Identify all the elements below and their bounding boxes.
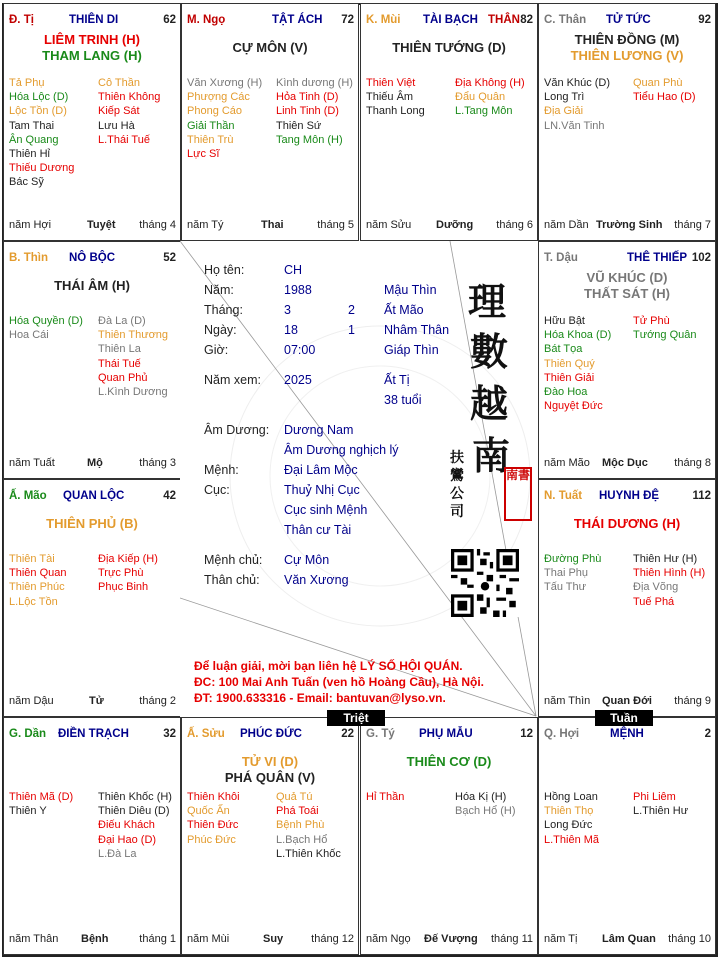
name-label: Họ tên: bbox=[204, 263, 245, 277]
minor-star: Long Trì bbox=[544, 91, 585, 104]
earthly-branch: Đ. Tị bbox=[9, 14, 34, 26]
life-stage: Quan Đới bbox=[602, 695, 652, 707]
minor-stars-right bbox=[633, 790, 688, 818]
main-stars bbox=[539, 32, 715, 64]
earthly-branch: Ấ. Mão bbox=[9, 490, 47, 502]
minor-star: Kình dương (H) bbox=[276, 77, 353, 89]
minor-star: Quan Phù bbox=[633, 77, 683, 89]
palace-name: TỬ TỨC bbox=[606, 14, 651, 26]
menh-value: Đại Lâm Mộc bbox=[284, 463, 358, 477]
minor-star: Điếu Khách bbox=[98, 819, 155, 832]
minor-star: Cô Thần bbox=[98, 77, 140, 89]
palace-footer bbox=[544, 457, 711, 470]
palace-dan[interactable] bbox=[3, 717, 181, 955]
minor-stars-left bbox=[544, 314, 611, 413]
day-canchi: Nhâm Thân bbox=[384, 323, 450, 337]
year-label: năm Dần bbox=[544, 219, 589, 231]
month-canchi: Ất Mão bbox=[384, 303, 424, 317]
minor-star: Thiên Quý bbox=[544, 357, 595, 370]
earthly-branch: G. Dần bbox=[9, 728, 47, 740]
life-stage: Đế Vượng bbox=[424, 933, 478, 945]
minor-star: LN.Văn Tinh bbox=[544, 119, 605, 132]
name-value: CH bbox=[284, 263, 303, 277]
palace-header bbox=[9, 14, 176, 28]
minor-star: Đẩu Quân bbox=[455, 91, 506, 104]
minor-stars-right bbox=[633, 314, 697, 342]
minor-stars-left bbox=[366, 76, 425, 119]
decade-age: 92 bbox=[698, 14, 711, 26]
minor-star: Thái Tuế bbox=[98, 357, 141, 370]
lunar-month: 2 bbox=[348, 303, 355, 317]
main-stars bbox=[4, 32, 180, 64]
lunar-day: 1 bbox=[348, 323, 355, 337]
minor-star: Thai Phụ bbox=[544, 567, 589, 580]
month-label: tháng 10 bbox=[668, 933, 711, 945]
minor-star: Thiên Mã (D) bbox=[9, 791, 74, 803]
contact-line: Để luận giải, mời bạn liên hệ LÝ SỐ HỘI QUÁN. bbox=[194, 659, 463, 673]
palace-header bbox=[544, 252, 711, 266]
decade-age: 22 bbox=[341, 728, 354, 740]
minor-star: Phục Binh bbox=[98, 581, 149, 594]
minor-star: Lộc Tồn (D) bbox=[9, 105, 67, 118]
minor-star: Hữu Bật bbox=[544, 315, 585, 327]
palace-footer bbox=[9, 933, 176, 946]
palace-header bbox=[187, 728, 354, 742]
minor-star: Hóa Kị (H) bbox=[455, 791, 507, 803]
decade-age: 112 bbox=[692, 490, 711, 502]
minor-stars-right bbox=[455, 76, 525, 119]
minor-star: Thiên Thọ bbox=[544, 805, 594, 818]
palace-suu[interactable] bbox=[181, 717, 359, 955]
minor-stars-left bbox=[9, 76, 74, 190]
minor-star: Thiên Hình (H) bbox=[633, 567, 706, 580]
minor-star: L.Kình Dương bbox=[98, 386, 168, 399]
palace-name: THIÊN DI bbox=[69, 14, 119, 26]
year-label: năm Dậu bbox=[9, 695, 54, 707]
main-star: THIÊN CƠ (D) bbox=[406, 754, 492, 769]
main-star: THIÊN PHỦ (B) bbox=[46, 516, 138, 531]
minor-star: Địa Không (H) bbox=[455, 77, 525, 89]
minor-star: Giải Thần bbox=[187, 119, 235, 132]
decade-age: 72 bbox=[341, 14, 354, 26]
year-label: năm Mùi bbox=[187, 933, 230, 945]
view-year-value: 2025 bbox=[284, 373, 312, 387]
year-label: năm Thìn bbox=[544, 695, 591, 707]
palace-footer bbox=[9, 219, 176, 232]
red-seal: 南書 bbox=[504, 467, 532, 521]
view-year-canchi: Ất Tị bbox=[384, 373, 410, 387]
triet-tag: Triệt bbox=[327, 710, 385, 726]
palace-name: THÊ THIẾP bbox=[627, 252, 688, 264]
palace-footer bbox=[544, 933, 711, 946]
main-stars bbox=[182, 754, 358, 786]
life-stage: Tử bbox=[89, 695, 104, 707]
earthly-branch: M. Ngọ bbox=[187, 14, 226, 26]
minor-star: Long Đức bbox=[544, 819, 593, 832]
minor-stars-left bbox=[187, 790, 240, 847]
minor-stars-left bbox=[9, 314, 83, 342]
minor-stars-left bbox=[187, 76, 262, 161]
month-label: tháng 5 bbox=[317, 219, 354, 231]
minor-star: Thiên Việt bbox=[366, 77, 416, 89]
minor-stars-left bbox=[9, 790, 73, 818]
minor-star: Thiên Thương bbox=[98, 329, 169, 342]
minor-star: Đường Phù bbox=[544, 553, 602, 565]
minor-star: Tấu Thư bbox=[544, 581, 587, 594]
minor-star: Hoa Cái bbox=[9, 329, 49, 342]
palace-footer bbox=[544, 219, 711, 232]
minor-star: L.Thiên Hư bbox=[633, 805, 689, 818]
minor-star: Thiên Sứ bbox=[276, 119, 322, 132]
main-star: THẤT SÁT (H) bbox=[584, 286, 670, 301]
minor-star: Hỉ Thần bbox=[366, 791, 405, 803]
minor-star: Thiên Quan bbox=[9, 567, 67, 580]
palace-footer bbox=[9, 695, 176, 708]
view-year-label: Năm xem: bbox=[204, 373, 261, 387]
life-stage: Tuyệt bbox=[87, 219, 116, 231]
solar-day: 18 bbox=[284, 323, 298, 337]
minor-star: Bát Tọa bbox=[544, 343, 583, 356]
day-label: Ngày: bbox=[204, 323, 237, 337]
minor-stars-right bbox=[98, 790, 172, 861]
minor-star: Tuế Phá bbox=[633, 595, 675, 608]
earthly-branch: G. Tý bbox=[366, 728, 395, 740]
year-label: Năm: bbox=[204, 283, 234, 297]
minor-star: L.Tang Môn bbox=[455, 105, 513, 118]
minor-star: Ân Quang bbox=[9, 133, 59, 146]
minor-star: Địa Võng bbox=[633, 581, 679, 594]
year-label: năm Sửu bbox=[366, 219, 412, 231]
minor-star: Lưu Hà bbox=[98, 119, 135, 132]
minor-stars-right bbox=[98, 552, 158, 595]
palace-header bbox=[187, 14, 354, 28]
minor-star: Nguyệt Đức bbox=[544, 400, 603, 413]
minor-star: Thiên Phúc bbox=[9, 581, 65, 594]
minor-star: Trực Phù bbox=[98, 567, 144, 580]
minor-star: Hóa Lộc (D) bbox=[9, 91, 69, 104]
month-label: Tháng: bbox=[204, 303, 243, 317]
main-stars bbox=[361, 40, 537, 56]
minor-star: Phúc Đức bbox=[187, 833, 236, 846]
main-star: THÁI ÂM (H) bbox=[54, 278, 130, 293]
minor-star: Bạch Hổ (H) bbox=[455, 805, 516, 818]
palace-header bbox=[9, 490, 176, 504]
amduong-value: Dương Nam bbox=[284, 423, 354, 437]
main-star: CỰ MÔN (V) bbox=[232, 40, 308, 55]
calligraphy-char: 數 bbox=[470, 329, 509, 374]
thanchu-label: Thân chủ: bbox=[204, 573, 260, 587]
decade-age: 32 bbox=[163, 728, 176, 740]
minor-stars-right bbox=[98, 76, 160, 147]
minor-star: Hóa Quyền (D) bbox=[9, 315, 83, 327]
minor-star: Phi Liêm bbox=[633, 791, 676, 803]
minor-star: Quan Phủ bbox=[98, 371, 148, 384]
minor-stars-right bbox=[276, 76, 353, 147]
minor-star: Hỏa Tinh (D) bbox=[276, 91, 339, 104]
palace-footer bbox=[366, 933, 533, 946]
palace-name: PHỤ MẪU bbox=[419, 728, 473, 740]
life-stage: Bệnh bbox=[81, 933, 109, 945]
palace-mui[interactable] bbox=[360, 3, 538, 241]
year-label: năm Thân bbox=[9, 933, 59, 945]
minor-star: Thiên Không bbox=[98, 91, 161, 104]
palace-ngo[interactable] bbox=[181, 3, 359, 241]
month-label: tháng 8 bbox=[674, 457, 711, 469]
minor-star: Thiên Y bbox=[9, 805, 47, 818]
palace-name: ĐIỀN TRẠCH bbox=[58, 728, 129, 740]
main-stars bbox=[4, 278, 180, 294]
calligraphy-char: 理 bbox=[468, 279, 507, 324]
minor-star: Hồng Loan bbox=[544, 791, 598, 803]
palace-name: HUYNH ĐỆ bbox=[599, 490, 660, 502]
tuan-tag: Tuần bbox=[595, 710, 653, 726]
minor-star: L.Bạch Hổ bbox=[276, 833, 328, 846]
minor-star: L.Thái Tuế bbox=[98, 133, 150, 146]
menhchu-value: Cự Môn bbox=[284, 553, 330, 567]
calligraphy-char: 越 bbox=[470, 381, 509, 426]
side-char: 鸞 bbox=[450, 468, 464, 484]
minor-star: Văn Khúc (D) bbox=[544, 77, 611, 89]
minor-star: Thiếu Âm bbox=[366, 91, 414, 104]
palace-name: QUAN LỘC bbox=[63, 490, 125, 502]
than-marker: THÂN bbox=[488, 14, 520, 26]
main-star: THAM LANG (H) bbox=[42, 48, 142, 63]
palace-hoi[interactable] bbox=[538, 717, 716, 955]
minor-stars-left bbox=[544, 552, 601, 595]
side-char: 公 bbox=[450, 486, 464, 502]
minor-stars-right bbox=[98, 314, 168, 399]
palace-header bbox=[366, 728, 533, 742]
life-stage: Thai bbox=[261, 219, 284, 231]
hour-canchi: Giáp Thìn bbox=[384, 343, 439, 357]
month-label: tháng 1 bbox=[139, 933, 176, 945]
month-label: tháng 12 bbox=[311, 933, 354, 945]
year-label: năm Hợi bbox=[9, 219, 52, 231]
minor-stars-right bbox=[633, 76, 696, 104]
year-value: 1988 bbox=[284, 283, 312, 297]
minor-star: L.Thiên Mã bbox=[544, 833, 600, 846]
minor-star: Thiên Trù bbox=[187, 133, 234, 146]
month-label: tháng 4 bbox=[139, 219, 176, 231]
earthly-branch: Q. Hợi bbox=[544, 728, 580, 740]
minor-star: Lực Sĩ bbox=[187, 148, 220, 161]
palace-dau[interactable] bbox=[538, 241, 716, 479]
earthly-branch: B. Thìn bbox=[9, 252, 48, 264]
palace-header bbox=[9, 252, 176, 266]
minor-star: L.Lộc Tồn bbox=[9, 595, 58, 608]
decade-age: 102 bbox=[691, 252, 711, 264]
minor-stars-left bbox=[544, 76, 610, 133]
decade-age: 2 bbox=[704, 728, 711, 740]
minor-star: Tử Phù bbox=[633, 315, 670, 327]
main-stars bbox=[361, 754, 537, 770]
year-label: năm Tý bbox=[187, 219, 224, 231]
minor-stars-right bbox=[633, 552, 705, 609]
main-star: THIÊN TƯỚNG (D) bbox=[392, 40, 506, 55]
minor-star: Đại Hao (D) bbox=[98, 833, 157, 846]
minor-stars-right bbox=[276, 790, 341, 861]
minor-star: Tang Môn (H) bbox=[276, 133, 343, 146]
amduong-note: Âm Dương nghịch lý bbox=[284, 443, 399, 457]
month-label: tháng 2 bbox=[139, 695, 176, 707]
view-age: 38 tuổi bbox=[384, 393, 422, 407]
main-star: VŨ KHÚC (D) bbox=[586, 270, 668, 285]
main-stars bbox=[182, 40, 358, 56]
decade-age: 42 bbox=[163, 490, 176, 502]
minor-star: Thiên Khôi bbox=[187, 791, 240, 803]
phone-email-line: ĐT: 1900.633316 - Email: bantuvan@lyso.vn. bbox=[194, 691, 446, 705]
palace-footer bbox=[187, 219, 354, 232]
minor-star: Phá Toái bbox=[276, 805, 319, 818]
palace-footer bbox=[9, 457, 176, 470]
cuc-relation: Cục sinh Mệnh bbox=[284, 503, 368, 517]
decade-age: 82 bbox=[520, 14, 533, 26]
minor-star: Bác Sỹ bbox=[9, 176, 44, 189]
month-label: tháng 7 bbox=[674, 219, 711, 231]
minor-star: Tướng Quân bbox=[633, 329, 697, 342]
minor-star: Thiên Khốc (H) bbox=[98, 791, 172, 803]
decade-age: 52 bbox=[163, 252, 176, 264]
decade-age: 62 bbox=[163, 14, 176, 26]
palace-footer bbox=[366, 219, 533, 232]
palace-header bbox=[544, 490, 711, 504]
year-label: năm Tị bbox=[544, 933, 578, 945]
thanchu-value: Văn Xương bbox=[284, 573, 349, 587]
life-stage: Suy bbox=[263, 933, 284, 945]
main-star: LIÊM TRINH (H) bbox=[43, 32, 141, 47]
palace-ti[interactable] bbox=[3, 3, 181, 241]
minor-star: Kiếp Sát bbox=[98, 105, 140, 118]
minor-star: L.Đà La bbox=[98, 847, 137, 860]
palace-name: PHÚC ĐỨC bbox=[240, 728, 302, 740]
minor-stars-left bbox=[544, 790, 599, 847]
palace-than_b[interactable] bbox=[538, 3, 716, 241]
minor-star: Tả Phụ bbox=[9, 77, 45, 89]
month-label: tháng 6 bbox=[496, 219, 533, 231]
minor-star: Thiên Hỉ bbox=[9, 148, 50, 161]
month-label: tháng 3 bbox=[139, 457, 176, 469]
minor-star: Đà La (D) bbox=[98, 315, 146, 327]
palace-header bbox=[366, 14, 533, 28]
minor-star: Văn Xương (H) bbox=[187, 77, 263, 89]
minor-star: Thiên La bbox=[98, 343, 141, 356]
earthly-branch: T. Dậu bbox=[544, 252, 578, 264]
palace-footer bbox=[544, 695, 711, 708]
hour-value: 07:00 bbox=[284, 343, 316, 357]
minor-star: L.Thiên Khốc bbox=[276, 847, 341, 860]
minor-star: Phong Cáo bbox=[187, 105, 243, 118]
minor-star: Thiên Hư (H) bbox=[633, 553, 698, 565]
year-label: năm Ngọ bbox=[366, 933, 411, 945]
minor-star: Phượng Các bbox=[187, 91, 250, 104]
side-char: 扶 bbox=[450, 450, 464, 466]
life-stage: Dưỡng bbox=[436, 219, 474, 231]
life-stage: Mộ bbox=[87, 457, 103, 469]
hour-label: Giờ: bbox=[204, 343, 229, 357]
calligraphy-char: 南 bbox=[472, 433, 511, 478]
solar-month: 3 bbox=[284, 303, 291, 317]
palace-header bbox=[544, 14, 711, 28]
life-stage: Trường Sinh bbox=[596, 219, 663, 231]
year-label: năm Mão bbox=[544, 457, 590, 469]
main-star: THÁI DƯƠNG (H) bbox=[573, 516, 681, 531]
minor-star: Địa Kiếp (H) bbox=[98, 553, 158, 565]
earthly-branch: N. Tuất bbox=[544, 490, 583, 502]
minor-star: Đào Hoa bbox=[544, 386, 588, 399]
palace-thin[interactable] bbox=[3, 241, 181, 479]
main-star: THIÊN ĐỒNG (M) bbox=[574, 32, 680, 47]
main-stars bbox=[539, 516, 715, 532]
cuc-label: Cục: bbox=[204, 483, 230, 497]
decade-age: 12 bbox=[520, 728, 533, 740]
main-stars bbox=[539, 270, 715, 302]
minor-stars-left bbox=[366, 790, 404, 804]
menh-label: Mệnh: bbox=[204, 463, 239, 477]
side-char: 司 bbox=[450, 504, 464, 520]
minor-star: Thiên Diêu (D) bbox=[98, 805, 170, 818]
main-stars bbox=[4, 516, 180, 532]
month-label: tháng 9 bbox=[674, 695, 711, 707]
main-star: THIÊN LƯƠNG (V) bbox=[570, 48, 684, 63]
minor-star: Thiên Tài bbox=[9, 553, 55, 565]
minor-star: Thiên Giải bbox=[544, 371, 595, 384]
minor-star: Linh Tinh (D) bbox=[276, 105, 339, 118]
earthly-branch: K. Mùi bbox=[366, 14, 401, 26]
palace-footer bbox=[187, 933, 354, 946]
life-stage: Lâm Quan bbox=[602, 933, 656, 945]
minor-star: Quả Tú bbox=[276, 791, 313, 803]
menhchu-label: Mệnh chủ: bbox=[204, 553, 263, 567]
palace-header bbox=[544, 728, 711, 742]
main-star: PHÁ QUÂN (V) bbox=[224, 770, 316, 785]
earthly-branch: Ấ. Sửu bbox=[187, 728, 225, 740]
year-canchi: Mậu Thìn bbox=[384, 283, 437, 297]
minor-star: Tiểu Hao (D) bbox=[633, 91, 696, 104]
palace-name: MỆNH bbox=[610, 728, 644, 740]
minor-star: Quốc Ấn bbox=[187, 805, 230, 818]
minor-star: Địa Giải bbox=[544, 105, 584, 118]
qr-code[interactable] bbox=[451, 549, 519, 617]
palace-mao[interactable] bbox=[3, 479, 181, 717]
main-star: TỬ VI (D) bbox=[241, 754, 299, 769]
amduong-label: Âm Dương: bbox=[204, 423, 270, 437]
minor-star: Thiếu Dương bbox=[9, 162, 75, 175]
month-label: tháng 11 bbox=[490, 933, 533, 945]
minor-star: Hóa Khoa (D) bbox=[544, 329, 612, 342]
year-label: năm Tuất bbox=[9, 457, 55, 469]
palace-tuat[interactable] bbox=[538, 479, 716, 717]
address-line: ĐC: 100 Mai Anh Tuấn (ven hồ Hoàng Cầu), Hà Nội. bbox=[194, 675, 485, 689]
palace-ty[interactable] bbox=[360, 717, 538, 955]
palace-header bbox=[9, 728, 176, 742]
palace-name: NÔ BỘC bbox=[69, 252, 115, 264]
minor-star: Thanh Long bbox=[366, 105, 425, 118]
minor-stars-right bbox=[455, 790, 516, 818]
life-stage: Mộc Dục bbox=[602, 457, 648, 469]
earthly-branch: C. Thân bbox=[544, 14, 587, 26]
minor-star: Tam Thai bbox=[9, 119, 55, 132]
palace-name: TÀI BẠCH bbox=[423, 14, 478, 26]
minor-star: Bệnh Phù bbox=[276, 819, 325, 832]
minor-star: Thiên Đức bbox=[187, 819, 239, 832]
palace-name: TẬT ÁCH bbox=[272, 14, 323, 26]
minor-stars-left bbox=[9, 552, 66, 609]
center-panel bbox=[180, 241, 538, 717]
cuc-value: Thuỷ Nhị Cục bbox=[284, 483, 360, 497]
than-position: Thân cư Tài bbox=[284, 523, 352, 537]
